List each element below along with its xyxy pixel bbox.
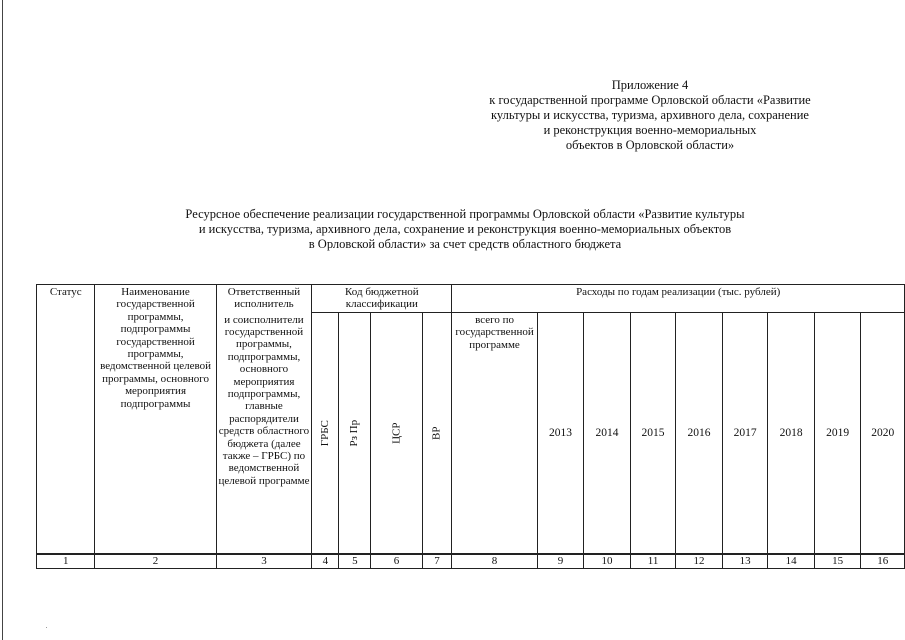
header-year: 2017 (722, 313, 768, 554)
column-number: 2 (95, 555, 216, 569)
column-number: 4 (312, 555, 339, 569)
column-number: 12 (676, 555, 723, 569)
header-expenses: Расходы по годам реализации (тыс. рублей) (452, 285, 905, 313)
header-year: 2013 (537, 313, 584, 554)
title-line: Ресурсное обеспечение реализации государственной программы Орловской области «Развитие культуры (185, 207, 745, 221)
appendix-line: и реконструкция военно-мемориальных (543, 123, 757, 137)
header-year: 2018 (768, 313, 815, 554)
column-number: 15 (814, 555, 861, 569)
column-number: 8 (452, 555, 537, 569)
header-csr: ЦСР (371, 313, 422, 554)
header-year: 2016 (676, 313, 723, 554)
scan-speck (46, 627, 47, 628)
header-status: Статус (37, 285, 95, 554)
document-title (90, 207, 840, 252)
column-number: 11 (630, 555, 676, 569)
column-number-row (37, 555, 905, 569)
column-number: 14 (768, 555, 815, 569)
column-number: 1 (37, 555, 95, 569)
column-number: 10 (584, 555, 631, 569)
header-grbs: ГРБС (312, 313, 339, 554)
header-executor-bottom: и соисполнители государственной программы, подпрограммы, основного мероприятия подпрограммы, главные распорядители средств областного бюджета (далее также – ГРБС) по ведомственной целевой программе (216, 313, 312, 554)
header-name: Наименование государственной программы, подпрограммы государственной программы, ведомственной целевой программы, основного мероприятия подпрограммы (95, 285, 216, 554)
header-vr: ВР (422, 313, 452, 554)
column-number: 9 (537, 555, 584, 569)
header-budget-code: Код бюджетной классификации (312, 285, 452, 313)
header-total: всего по государственной программе (452, 313, 537, 554)
header-rzpr: Рз Пр (339, 313, 371, 554)
appendix-line: Приложение 4 (611, 78, 689, 92)
column-number: 16 (861, 555, 905, 569)
appendix-line: культуры и искусства, туризма, архивного дела, сохранение (491, 108, 809, 122)
resource-table (36, 284, 905, 569)
column-number: 7 (422, 555, 452, 569)
header-executor-top: Ответственный исполнитель (216, 285, 312, 313)
header-year: 2019 (814, 313, 861, 554)
column-number: 3 (216, 555, 312, 569)
column-number: 5 (339, 555, 371, 569)
header-year: 2014 (584, 313, 631, 554)
left-margin-rule (2, 0, 3, 640)
header-year: 2015 (630, 313, 676, 554)
appendix-line: к государственной программе Орловской области «Развитие (489, 93, 811, 107)
column-number: 6 (371, 555, 422, 569)
title-line: и искусства, туризма, архивного дела, сохранение и реконструкция военно-мемориальных объектов (198, 222, 732, 236)
appendix-line: объектов в Орловской области» (565, 138, 735, 152)
header-year: 2020 (861, 313, 905, 554)
title-line: в Орловской области» за счет средств областного бюджета (308, 237, 622, 251)
column-number: 13 (722, 555, 768, 569)
appendix-header (440, 78, 860, 153)
